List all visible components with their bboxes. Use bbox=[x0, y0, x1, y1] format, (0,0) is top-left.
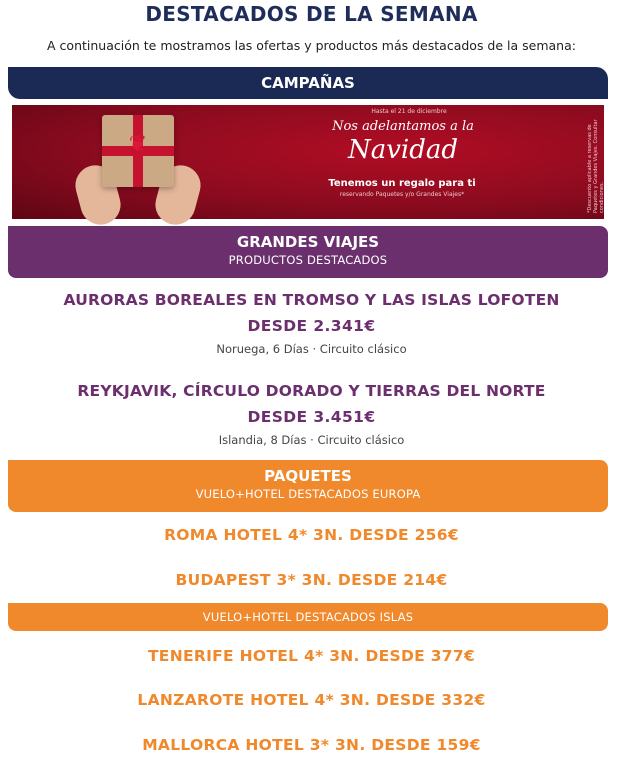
christmas-campaign-banner[interactable] bbox=[12, 105, 604, 219]
banner-legal-text: *Descuento aplicable a reservas de Paquetes y Grandes Viajes. Consultar condiciones. bbox=[587, 119, 605, 213]
page-title: DESTACADOS DE LA SEMANA bbox=[145, 2, 478, 26]
grandes-viajes-sublabel: PRODUCTOS DESTACADOS bbox=[228, 253, 388, 267]
product-price-link[interactable]: DESDE 3.451€ bbox=[247, 408, 376, 426]
product-title-link[interactable]: AURORAS BOREALES EN TROMSO Y LAS ISLAS LOFOTEN bbox=[63, 291, 560, 309]
banner-subtitle: Tenemos un regalo para ti bbox=[328, 178, 476, 189]
product-meta: Noruega, 6 Días · Circuito clásico bbox=[216, 342, 407, 356]
product-meta: Islandia, 8 Días · Circuito clásico bbox=[218, 433, 405, 447]
offer-link[interactable]: ROMA HOTEL 4* 3N. DESDE 256€ bbox=[164, 526, 459, 544]
paquetes-islas-header bbox=[8, 603, 608, 631]
campaigns-label: CAMPAÑAS bbox=[261, 74, 355, 92]
grandes-viajes-label: GRANDES VIAJES bbox=[236, 233, 380, 251]
grandes-viajes-header bbox=[8, 226, 608, 278]
paquetes-header bbox=[8, 460, 608, 512]
campaigns-header bbox=[8, 67, 608, 99]
paquetes-islas-sublabel: VUELO+HOTEL DESTACADOS ISLAS bbox=[202, 610, 414, 624]
product-price-link[interactable]: DESDE 2.341€ bbox=[247, 317, 376, 335]
offer-link[interactable]: BUDAPEST 3* 3N. DESDE 214€ bbox=[175, 571, 448, 589]
banner-date: Hasta el 21 de diciembre bbox=[371, 108, 447, 115]
product-title-link[interactable]: REYKJAVIK, CÍRCULO DORADO Y TIERRAS DEL NORTE bbox=[77, 382, 546, 400]
bow-icon: ❦ bbox=[128, 132, 148, 157]
banner-script-line2: Navidad bbox=[347, 135, 459, 165]
offer-link[interactable]: MALLORCA HOTEL 3* 3N. DESDE 159€ bbox=[142, 736, 481, 754]
paquetes-europa-sublabel: VUELO+HOTEL DESTACADOS EUROPA bbox=[195, 487, 421, 501]
paquetes-label: PAQUETES bbox=[264, 467, 352, 485]
gift-box-image bbox=[102, 115, 174, 187]
offer-link[interactable]: LANZAROTE HOTEL 4* 3N. DESDE 332€ bbox=[137, 691, 486, 709]
banner-script-line1: Nos adelantamos a la bbox=[332, 119, 474, 134]
banner-fineprint: reservando Paquetes y/o Grandes Viajes* bbox=[339, 191, 465, 198]
offer-link[interactable]: TENERIFE HOTEL 4* 3N. DESDE 377€ bbox=[147, 647, 476, 665]
intro-text: A continuación te mostramos las ofertas y productos más destacados de la semana: bbox=[47, 38, 576, 53]
